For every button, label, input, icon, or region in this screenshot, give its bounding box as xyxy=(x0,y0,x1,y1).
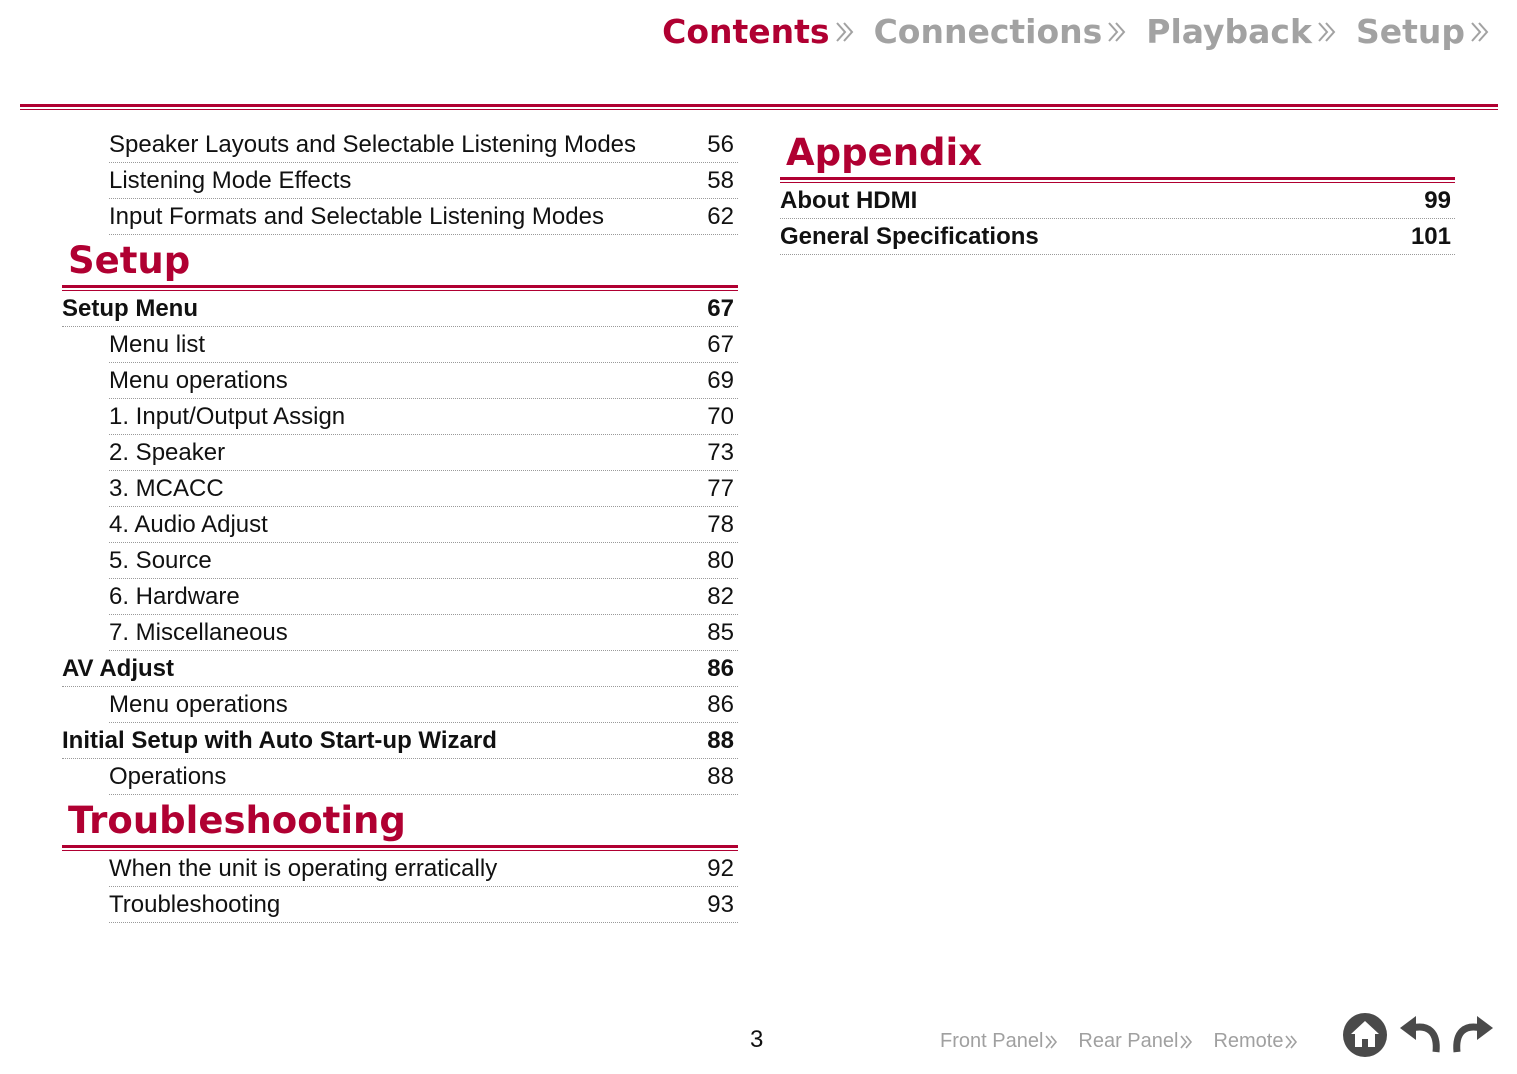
toc-left-column xyxy=(62,127,738,923)
toc-label: 2. Speaker xyxy=(109,439,226,466)
top-navigation xyxy=(662,12,1491,51)
toc-row[interactable] xyxy=(109,851,738,887)
toc-page: 101 xyxy=(1410,223,1451,250)
nav-connections[interactable] xyxy=(874,12,1129,51)
toc-page: 86 xyxy=(707,691,734,718)
nav-contents[interactable] xyxy=(662,12,855,51)
toc-label: Listening Mode Effects xyxy=(109,167,352,194)
toc-row[interactable] xyxy=(109,163,738,199)
toc-label: General Specifications xyxy=(780,223,1039,250)
forward-icon[interactable] xyxy=(1449,1014,1495,1056)
toc-row[interactable] xyxy=(109,435,738,471)
toc-row[interactable] xyxy=(109,759,738,795)
toc-page: 85 xyxy=(707,619,734,646)
toc-page: 99 xyxy=(1424,187,1451,214)
toc-page: 88 xyxy=(707,763,734,790)
section-title-appendix: Appendix xyxy=(786,131,983,174)
nav-setup[interactable] xyxy=(1356,12,1491,51)
toc-label: Menu list xyxy=(109,331,206,358)
toc-label: Initial Setup with Auto Start-up Wizard xyxy=(62,727,497,754)
toc-page: 78 xyxy=(707,511,734,538)
toc-label: Menu operations xyxy=(109,691,288,718)
toc-label: Menu operations xyxy=(109,367,288,394)
toc-label: About HDMI xyxy=(780,187,918,214)
toc-page: 82 xyxy=(707,583,734,610)
double-chevron-right-icon xyxy=(1044,1034,1058,1050)
link-rear-panel-label: Rear Panel xyxy=(1078,1030,1179,1052)
section-title-setup: Setup xyxy=(68,239,191,282)
toc-label: 4. Audio Adjust xyxy=(109,511,268,538)
toc-page: 93 xyxy=(707,891,734,918)
toc-page: 77 xyxy=(707,475,734,502)
toc-page: 67 xyxy=(707,295,734,322)
link-front-panel[interactable] xyxy=(940,1030,1058,1053)
toc-page: 88 xyxy=(707,727,734,754)
nav-setup-label: Setup xyxy=(1355,12,1465,51)
toc-page: 86 xyxy=(707,655,734,682)
double-chevron-right-icon xyxy=(1469,20,1491,44)
toc-row-main[interactable] xyxy=(62,291,738,327)
toc-row-main[interactable] xyxy=(62,651,738,687)
toc-right-column xyxy=(780,127,1455,255)
toc-label: When the unit is operating erratically xyxy=(109,855,498,882)
toc-row-main[interactable] xyxy=(780,183,1455,219)
toc-label: Setup Menu xyxy=(62,295,198,322)
toc-row[interactable] xyxy=(109,471,738,507)
toc-label: Operations xyxy=(109,763,227,790)
toc-row-main[interactable] xyxy=(780,219,1455,255)
toc-page: 67 xyxy=(707,331,734,358)
toc-page: 73 xyxy=(707,439,734,466)
toc-label: 1. Input/Output Assign xyxy=(109,403,346,430)
section-divider xyxy=(62,285,738,288)
toc-row[interactable] xyxy=(109,507,738,543)
toc-page: 69 xyxy=(707,367,734,394)
link-remote-label: Remote xyxy=(1213,1030,1284,1052)
nav-playback[interactable] xyxy=(1146,12,1338,51)
double-chevron-right-icon xyxy=(1179,1034,1193,1050)
toc-row[interactable] xyxy=(109,615,738,651)
section-title-troubleshooting: Troubleshooting xyxy=(68,799,406,842)
toc-row[interactable] xyxy=(109,127,738,163)
double-chevron-right-icon xyxy=(1284,1034,1298,1050)
back-icon[interactable] xyxy=(1398,1014,1444,1056)
toc-page: 80 xyxy=(707,547,734,574)
toc-page: 92 xyxy=(707,855,734,882)
toc-label: Troubleshooting xyxy=(109,891,281,918)
section-divider xyxy=(780,177,1455,180)
header-divider-thin xyxy=(20,109,1498,110)
nav-contents-label: Contents xyxy=(662,12,830,51)
toc-row-main[interactable] xyxy=(62,723,738,759)
toc-label: 3. MCACC xyxy=(109,475,224,502)
toc-label: AV Adjust xyxy=(62,655,174,682)
toc-row[interactable] xyxy=(109,887,738,923)
toc-row[interactable] xyxy=(109,363,738,399)
toc-label: Input Formats and Selectable Listening Modes xyxy=(109,203,604,230)
nav-playback-label: Playback xyxy=(1146,12,1312,51)
toc-page: 56 xyxy=(707,131,734,158)
link-rear-panel[interactable] xyxy=(1078,1030,1193,1053)
nav-connections-label: Connections xyxy=(873,12,1103,51)
double-chevron-right-icon xyxy=(1106,20,1128,44)
toc-label: 7. Miscellaneous xyxy=(109,619,288,646)
toc-page: 62 xyxy=(707,203,734,230)
link-remote[interactable] xyxy=(1213,1030,1298,1053)
bottom-navigation xyxy=(940,1030,1298,1053)
link-front-panel-label: Front Panel xyxy=(940,1030,1044,1052)
toc-row[interactable] xyxy=(109,543,738,579)
double-chevron-right-icon xyxy=(1316,20,1338,44)
toc-page: 58 xyxy=(707,167,734,194)
header-divider xyxy=(20,104,1498,107)
double-chevron-right-icon xyxy=(834,20,856,44)
page-number: 3 xyxy=(750,1026,764,1053)
section-divider xyxy=(62,845,738,848)
toc-row[interactable] xyxy=(109,687,738,723)
toc-row[interactable] xyxy=(109,579,738,615)
toc-row[interactable] xyxy=(109,327,738,363)
toc-page: 70 xyxy=(707,403,734,430)
toc-label: 5. Source xyxy=(109,547,212,574)
toc-row[interactable] xyxy=(109,399,738,435)
toc-label: Speaker Layouts and Selectable Listening Modes xyxy=(109,131,637,158)
toc-row[interactable] xyxy=(109,199,738,235)
home-icon[interactable] xyxy=(1342,1012,1388,1058)
toc-label: 6. Hardware xyxy=(109,583,240,610)
